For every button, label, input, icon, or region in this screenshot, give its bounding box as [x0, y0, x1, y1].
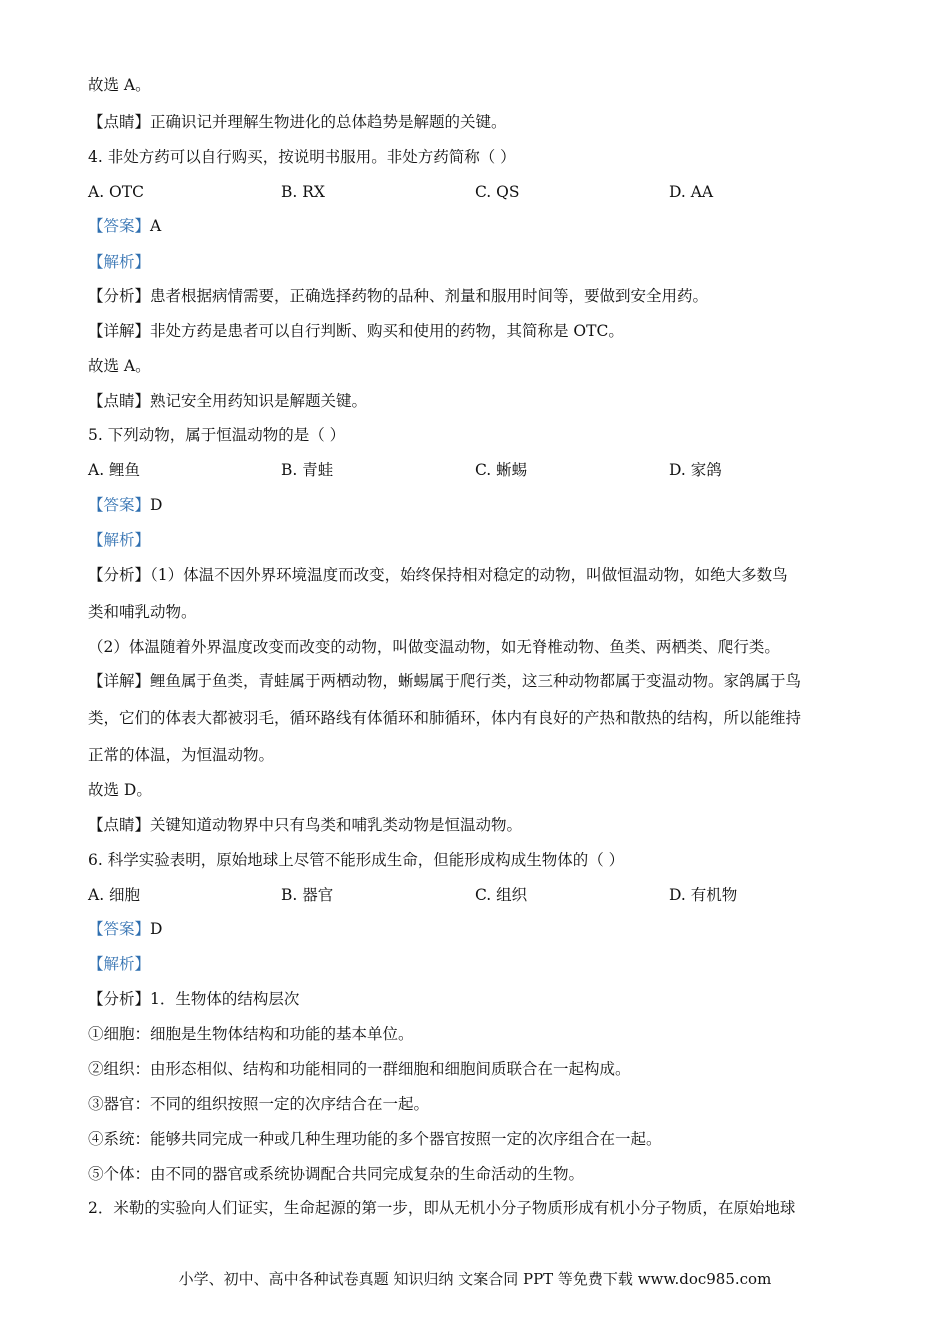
analysis-tag: 【解析】 [88, 531, 151, 549]
option-a: A. 细胞 [88, 886, 141, 904]
option-d: D. 家鸽 [669, 461, 722, 479]
answer-line [88, 918, 162, 940]
answer-line [88, 215, 161, 237]
question-5: 5. 下列动物，属于恒温动物的是（ ） [88, 426, 346, 444]
analysis-tag: 【解析】 [88, 253, 151, 271]
answer-line [88, 494, 162, 516]
question-6: 6. 科学实验表明，原始地球上尽管不能形成生命，但能形成构成生物体的（ ） [88, 851, 625, 869]
analysis-line: ③器官：不同的组织按照一定的次序结合在一起。 [88, 1095, 430, 1113]
option-d: D. 有机物 [669, 886, 738, 904]
choice-line: 故选 D。 [88, 781, 152, 799]
detail-line: 正常的体温，为恒温动物。 [88, 746, 275, 764]
option-c: C. 蜥蜴 [475, 461, 528, 479]
option-d: D. AA [669, 183, 714, 201]
answer-tag: 【答案】 [88, 496, 151, 514]
option-b: B. 器官 [281, 886, 334, 904]
choice-line: 故选 A。 [88, 357, 151, 375]
analysis-tag: 【解析】 [88, 955, 151, 973]
analysis-line: 【分析】（1）体温不因外界环境温度而改变，始终保持相对稳定的动物，叫做恒温动物，如绝大多数鸟 [88, 566, 788, 584]
analysis-line: 【分析】患者根据病情需要，正确选择药物的品种、剂量和服用时间等，要做到安全用药。 [88, 287, 709, 305]
tip-line: 【点睛】正确识记并理解生物进化的总体趋势是解题的关键。 [88, 113, 507, 131]
option-b: B. RX [281, 183, 325, 201]
analysis-line: 类和哺乳动物。 [88, 603, 197, 621]
answer-tag: 【答案】 [88, 217, 151, 235]
analysis-line: 【分析】1．生物体的结构层次 [88, 990, 300, 1008]
text-line: 故选 A。 [88, 76, 151, 94]
option-b: B. 青蛙 [281, 461, 334, 479]
analysis-line: ④系统：能够共同完成一种或几种生理功能的多个器官按照一定的次序组合在一起。 [88, 1130, 662, 1148]
option-c: C. QS [475, 183, 520, 201]
answer-value: A [150, 217, 162, 235]
option-c: C. 组织 [475, 886, 528, 904]
detail-line: 【详解】非处方药是患者可以自行判断、购买和使用的药物，其简称是 OTC。 [88, 322, 624, 340]
answer-value: D [150, 920, 163, 938]
option-a: A. 鲤鱼 [88, 461, 141, 479]
page-footer: 小学、初中、高中各种试卷真题 知识归纳 文案合同 PPT 等免费下载 www.doc985.com [178, 1270, 772, 1288]
analysis-line: ①细胞：细胞是生物体结构和功能的基本单位。 [88, 1025, 414, 1043]
answer-tag: 【答案】 [88, 920, 151, 938]
analysis-line: ⑤个体：由不同的器官或系统协调配合共同完成复杂的生命活动的生物。 [88, 1165, 585, 1183]
analysis-line: ②组织：由形态相似、结构和功能相同的一群细胞和细胞间质联合在一起构成。 [88, 1060, 631, 1078]
analysis-line: （2）体温随着外界温度改变而改变的动物，叫做变温动物，如无脊椎动物、鱼类、两栖类、爬行类。 [88, 638, 780, 656]
question-4: 4. 非处方药可以自行购买，按说明书服用。非处方药简称（ ） [88, 148, 516, 166]
tip-line: 【点睛】熟记安全用药知识是解题关键。 [88, 392, 368, 410]
option-a: A. OTC [88, 183, 144, 201]
answer-value: D [150, 496, 163, 514]
detail-line: 【详解】鲤鱼属于鱼类，青蛙属于两栖动物，蜥蜴属于爬行类，这三种动物都属于变温动物。家鸽属于鸟 [88, 672, 802, 690]
tip-line: 【点睛】关键知道动物界中只有鸟类和哺乳类动物是恒温动物。 [88, 816, 523, 834]
analysis-line: 2．米勒的实验向人们证实，生命起源的第一步，即从无机小分子物质形成有机小分子物质，在原始地球 [88, 1199, 796, 1217]
detail-line: 类，它们的体表大都被羽毛，循环路线有体循环和肺循环，体内有良好的产热和散热的结构，所以能维持 [88, 709, 802, 727]
